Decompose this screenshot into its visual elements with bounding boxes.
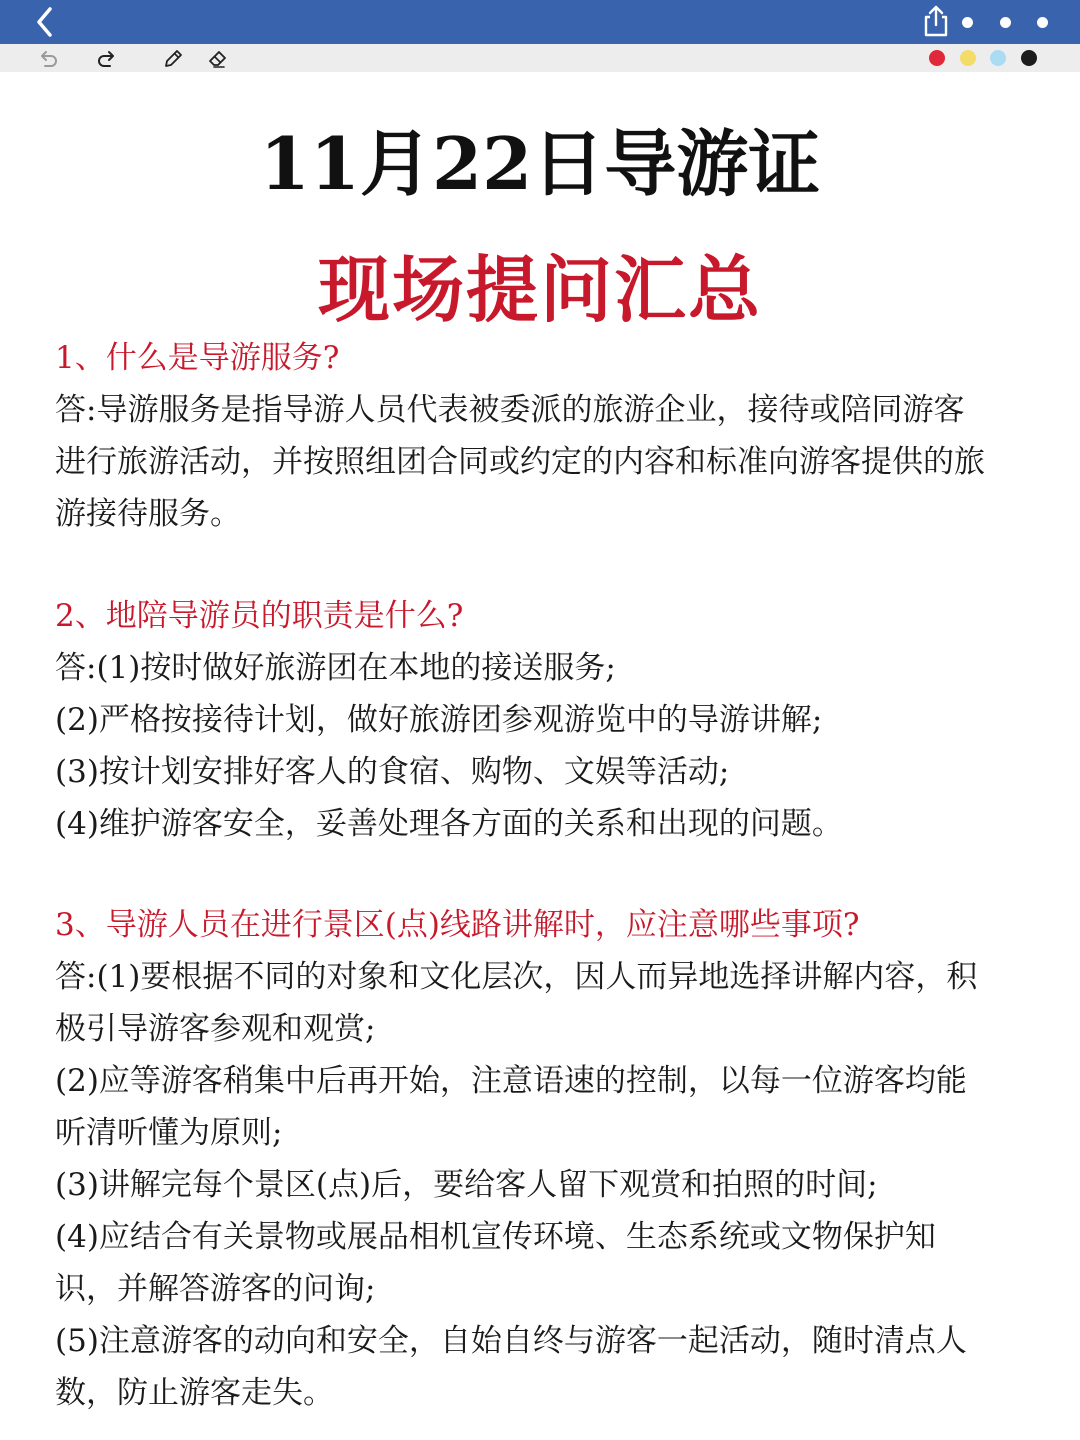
- answer-3-line: (3)讲解完每个景区(点)后，要给客人留下观赏和拍照的时间;: [55, 1167, 878, 1203]
- question-1: 1、什么是导游服务?: [55, 340, 340, 376]
- page-subtitle: 现场提问汇总: [317, 247, 762, 332]
- answer-2-line: 答:(1)按时做好旅游团在本地的接送服务;: [55, 650, 616, 686]
- undo-icon: [36, 47, 60, 71]
- answer-2-line: (2)严格按接待计划，做好旅游团参观游览中的导游讲解;: [55, 702, 823, 738]
- eraser-icon: [206, 47, 230, 71]
- share-button[interactable]: [920, 4, 952, 38]
- more-dots-icon: [962, 17, 973, 28]
- document-page: [0, 72, 1080, 1440]
- color-swatch-yellow[interactable]: [960, 50, 976, 66]
- redo-button[interactable]: [95, 47, 119, 71]
- undo-button[interactable]: [36, 47, 60, 71]
- more-options-button[interactable]: [962, 8, 1048, 36]
- pencil-button[interactable]: [161, 47, 185, 71]
- answer-3-line: 识，并解答游客的问询;: [55, 1271, 376, 1307]
- pencil-icon: [161, 47, 185, 71]
- answer-2-line: (4)维护游客安全，妥善处理各方面的关系和出现的问题。: [55, 806, 843, 842]
- annotation-toolbar: [0, 44, 1080, 72]
- color-swatch-blue[interactable]: [990, 50, 1006, 66]
- answer-1-line: 游接待服务。: [55, 496, 241, 532]
- more-dots-icon: [1000, 17, 1011, 28]
- top-nav-bar: [0, 0, 1080, 44]
- page-title: 11月22日导游证: [259, 121, 821, 206]
- answer-3-line: 数，防止游客走失。: [55, 1375, 334, 1411]
- answer-1-line: 进行旅游活动，并按照组团合同或约定的内容和标准向游客提供的旅: [55, 444, 985, 480]
- chevron-left-icon: [30, 6, 62, 38]
- redo-icon: [95, 47, 119, 71]
- answer-3-line: 答:(1)要根据不同的对象和文化层次，因人而异地选择讲解内容，积: [55, 959, 978, 995]
- share-icon: [920, 4, 952, 38]
- question-2: 2、地陪导游员的职责是什么?: [55, 598, 464, 634]
- color-swatch-black[interactable]: [1021, 50, 1037, 66]
- answer-3-line: (2)应等游客稍集中后再开始，注意语速的控制，以每一位游客均能: [55, 1063, 967, 1099]
- answer-2-line: (3)按计划安排好客人的食宿、购物、文娱等活动;: [55, 754, 730, 790]
- answer-3-line: (5)注意游客的动向和安全，自始自终与游客一起活动，随时清点人: [55, 1323, 967, 1359]
- answer-3-line: 极引导游客参观和观赏;: [55, 1011, 376, 1047]
- answer-3-line: 听清听懂为原则;: [55, 1115, 283, 1151]
- question-3: 3、导游人员在进行景区(点)线路讲解时，应注意哪些事项?: [55, 907, 860, 943]
- answer-3-line: (4)应结合有关景物或展品相机宣传环境、生态系统或文物保护知: [55, 1219, 936, 1255]
- answer-1-line: 答:导游服务是指导游人员代表被委派的旅游企业，接待或陪同游客: [55, 392, 965, 428]
- back-button[interactable]: [30, 6, 62, 38]
- color-swatch-red[interactable]: [929, 50, 945, 66]
- eraser-button[interactable]: [206, 47, 230, 71]
- more-dots-icon: [1037, 17, 1048, 28]
